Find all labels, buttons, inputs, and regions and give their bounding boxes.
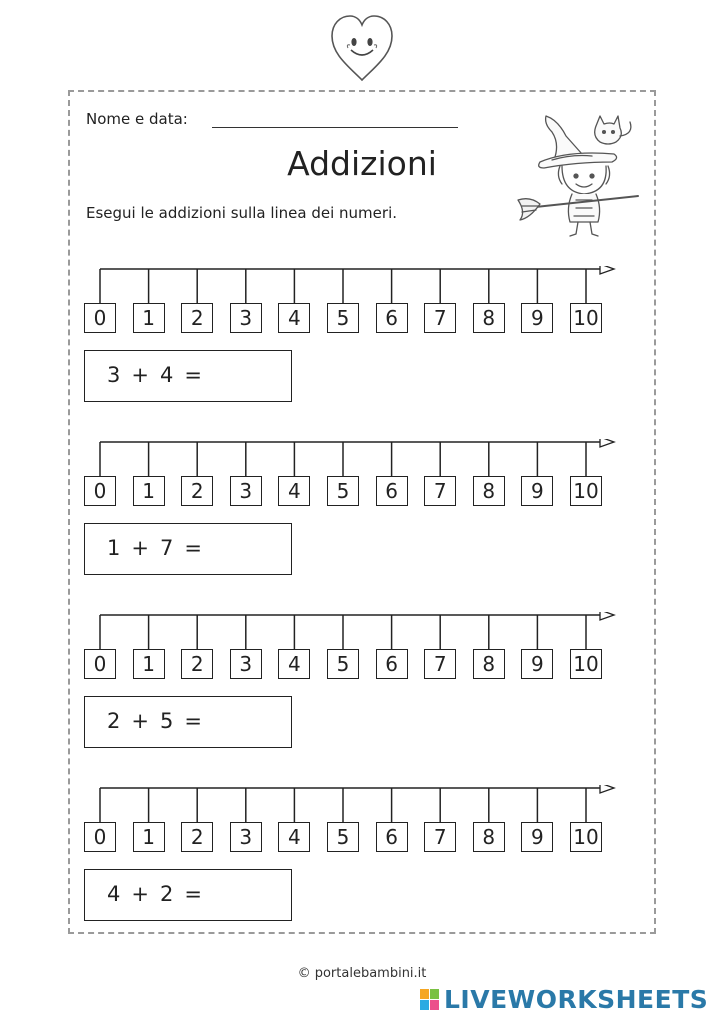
number-box: 5 <box>327 649 359 679</box>
number-box: 10 <box>570 649 602 679</box>
number-box: 2 <box>181 822 213 852</box>
equation-op: + <box>131 536 150 560</box>
number-line <box>84 266 624 338</box>
number-box: 7 <box>424 649 456 679</box>
number-box: 5 <box>327 303 359 333</box>
equation-a: 2 <box>107 709 122 733</box>
addition-equation <box>107 363 203 387</box>
number-box: 9 <box>521 476 553 506</box>
equation-a: 4 <box>107 882 122 906</box>
number-box: 6 <box>376 476 408 506</box>
number-box: 0 <box>84 303 116 333</box>
number-box: 6 <box>376 303 408 333</box>
addition-equation <box>107 882 203 906</box>
number-box: 10 <box>570 822 602 852</box>
witch-illustration <box>516 96 646 240</box>
equation-eq: = <box>184 363 203 387</box>
addition-exercise-box[interactable] <box>84 869 292 921</box>
instructions-text: Esegui le addizioni sulla linea dei numeri. <box>86 204 398 222</box>
equation-eq: = <box>184 536 203 560</box>
number-box: 2 <box>181 476 213 506</box>
equation-b: 5 <box>159 709 175 733</box>
name-date-line[interactable] <box>212 127 458 128</box>
number-box: 8 <box>473 303 505 333</box>
number-box: 1 <box>133 822 165 852</box>
name-date-label: Nome e data: <box>86 110 188 128</box>
number-box: 4 <box>278 303 310 333</box>
equation-a: 3 <box>107 363 122 387</box>
number-box: 9 <box>521 649 553 679</box>
arrow-icon <box>600 439 614 447</box>
number-box: 8 <box>473 476 505 506</box>
addition-equation <box>107 536 203 560</box>
number-line <box>84 439 624 511</box>
equation-eq: = <box>184 709 203 733</box>
page-title-text: Addizioni <box>287 144 437 183</box>
number-box: 3 <box>230 303 262 333</box>
addition-exercise-box[interactable] <box>84 350 292 402</box>
number-box: 0 <box>84 649 116 679</box>
arrow-icon <box>600 266 614 274</box>
number-box: 8 <box>473 649 505 679</box>
number-box: 3 <box>230 649 262 679</box>
number-box: 1 <box>133 303 165 333</box>
number-box: 9 <box>521 303 553 333</box>
equation-op: + <box>131 709 150 733</box>
number-box: 2 <box>181 303 213 333</box>
number-box: 7 <box>424 303 456 333</box>
arrow-icon <box>600 612 614 620</box>
number-box: 10 <box>570 476 602 506</box>
equation-a: 1 <box>107 536 122 560</box>
number-box: 0 <box>84 822 116 852</box>
number-box: 10 <box>570 303 602 333</box>
liveworksheets-brand: LIVEWORKSHEETS <box>444 985 709 1014</box>
number-line <box>84 612 624 684</box>
number-box: 1 <box>133 649 165 679</box>
number-box: 4 <box>278 476 310 506</box>
equation-b: 2 <box>159 882 175 906</box>
number-box: 7 <box>424 822 456 852</box>
addition-exercise-box[interactable] <box>84 523 292 575</box>
number-box: 2 <box>181 649 213 679</box>
number-line <box>84 785 624 857</box>
number-box: 0 <box>84 476 116 506</box>
number-box: 4 <box>278 822 310 852</box>
number-box: 1 <box>133 476 165 506</box>
equation-b: 7 <box>159 536 175 560</box>
arrow-icon <box>600 785 614 793</box>
number-box: 9 <box>521 822 553 852</box>
number-box: 3 <box>230 822 262 852</box>
liveworksheets-logo-icon <box>420 989 440 1011</box>
number-box: 4 <box>278 649 310 679</box>
equation-op: + <box>131 363 150 387</box>
equation-eq: = <box>184 882 203 906</box>
equation-op: + <box>131 882 150 906</box>
number-box: 5 <box>327 822 359 852</box>
number-box: 3 <box>230 476 262 506</box>
addition-exercise-box[interactable] <box>84 696 292 748</box>
smiley-heart-icon <box>328 12 396 84</box>
copyright-text: © portalebambini.it <box>297 966 427 981</box>
addition-equation <box>107 709 203 733</box>
number-box: 8 <box>473 822 505 852</box>
number-box: 6 <box>376 649 408 679</box>
equation-b: 4 <box>159 363 175 387</box>
number-box: 7 <box>424 476 456 506</box>
number-box: 6 <box>376 822 408 852</box>
number-box: 5 <box>327 476 359 506</box>
